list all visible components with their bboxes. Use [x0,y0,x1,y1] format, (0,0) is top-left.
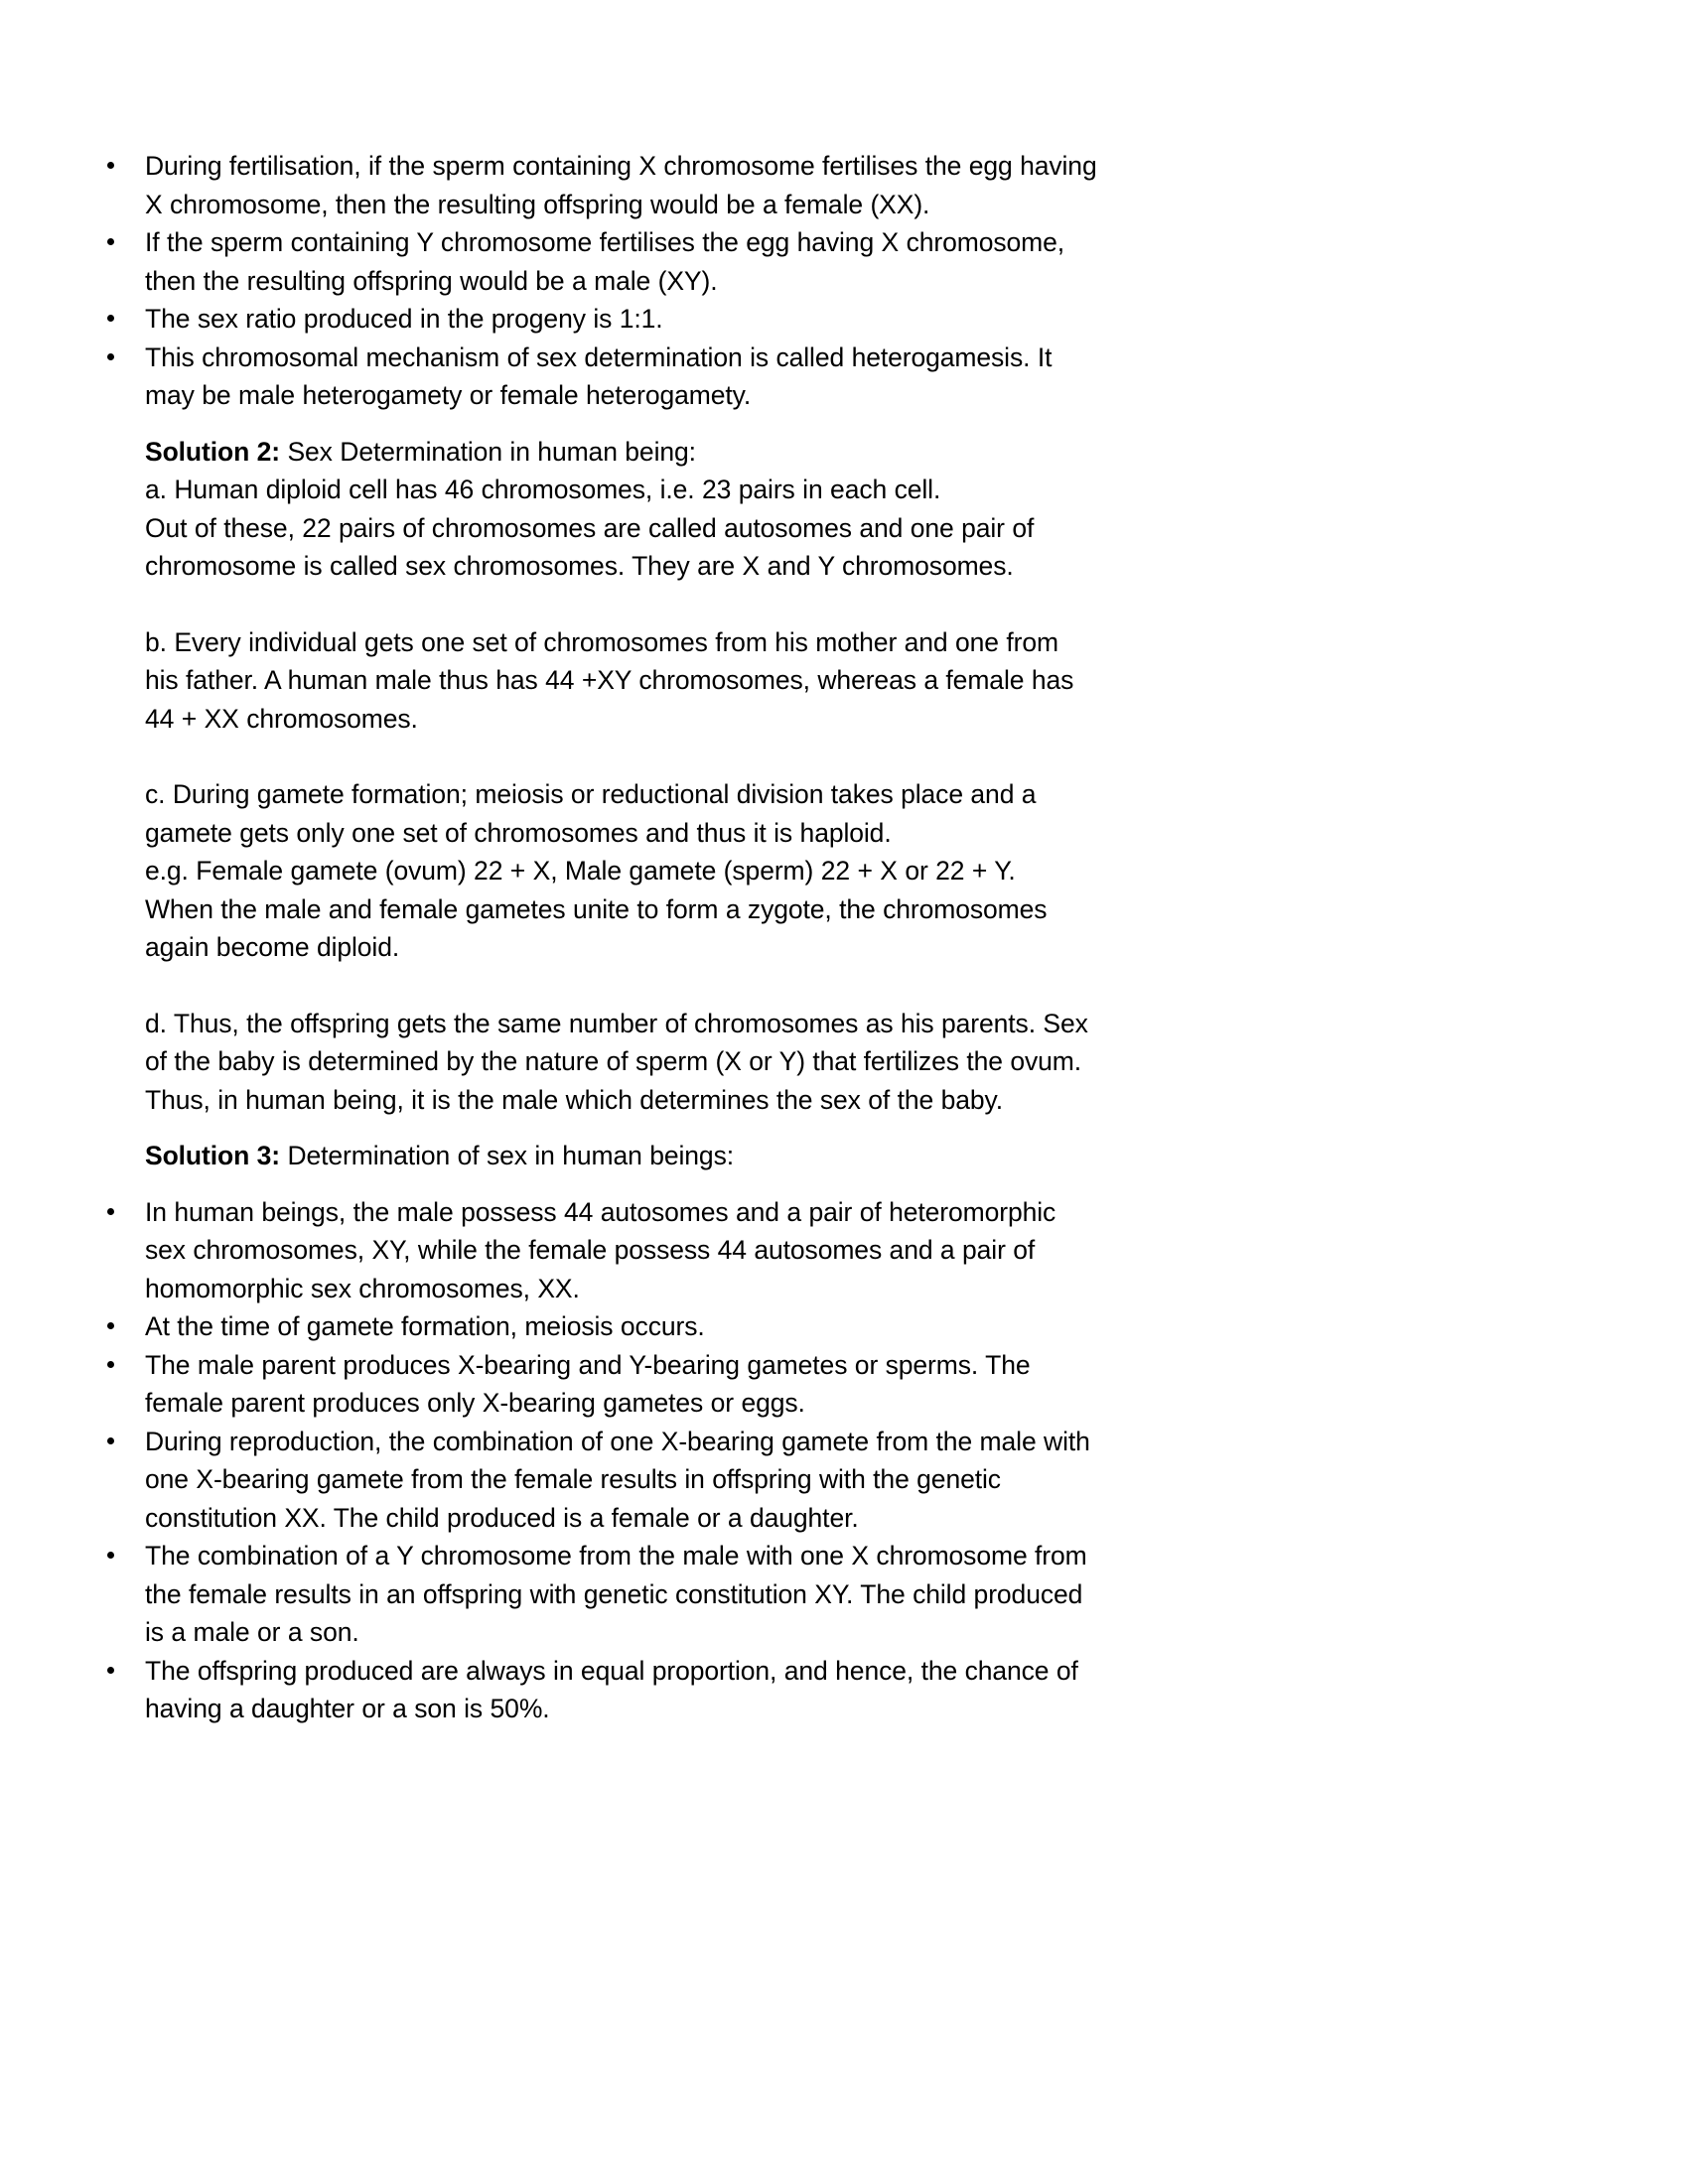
list-item-text: The sex ratio produced in the progeny is 1:1. [145,304,663,334]
solution-2-point-a-line2: Out of these, 22 pairs of chromosomes are called autosomes and one pair of chromosome is called sex chromosomes. They are X and Y chromosomes. [145,512,1035,581]
spacer [95,415,1098,433]
list-item-text: At the time of gamete formation, meiosis occurs. [145,1311,705,1341]
list-item [95,300,1098,339]
solution-3-bullet-list [95,1193,1098,1728]
solution-2-point-c-line1: c. During gamete formation; meiosis or reductional division takes place and a gamete gets only one set of chromosomes and thus it is haploid. [145,779,1037,848]
list-item [95,1346,1098,1423]
list-item [95,1307,1098,1346]
list-item [95,1652,1098,1728]
solution-2-point-c-line2: e.g. Female gamete (ovum) 22 + X, Male gamete (sperm) 22 + X or 22 + Y. [145,856,1016,886]
list-item [95,1193,1098,1308]
list-item-text: This chromosomal mechanism of sex determination is called heterogamesis. It may be male heterogamety or female heterogamety. [145,341,1053,410]
list-item [95,1423,1098,1538]
solution-2-point-a-line1: a. Human diploid cell has 46 chromosomes, i.e. 23 pairs in each cell. [145,475,941,504]
bullet-dot-icon [107,238,114,245]
list-item [95,1537,1098,1652]
list-item [95,223,1098,300]
list-item [95,339,1098,415]
solution-2-label: Solution 2: [145,436,280,467]
bullet-dot-icon [107,162,114,169]
bullet-dot-icon [107,1437,114,1444]
spacer [95,738,1098,775]
list-item-text: In human beings, the male possess 44 autosomes and a pair of heteromorphic sex chromosomes, XY, while the female possess 44 autosomes and a pair of homomorphic sex chromosomes, XX. [145,1196,1056,1303]
spacer [95,1175,1098,1193]
list-item-text: The offspring produced are always in equal proportion, and hence, the chance of having a daughter or a son is 50%. [145,1655,1078,1723]
list-item-text: During fertilisation, if the sperm containing X chromosome fertilises the egg having X chromosome, then the resulting offspring would be a female (XX). [145,151,1097,219]
bullet-dot-icon [107,1667,114,1674]
list-item-text: If the sperm containing Y chromosome fertilises the egg having X chromosome, then the resulting offspring would be a male (XY). [145,227,1065,296]
solution-2-title: Sex Determination in human being: [280,436,696,467]
list-item [95,147,1098,223]
solution-2-heading [95,433,1098,472]
bullet-dot-icon [107,1552,114,1559]
bullet-dot-icon [107,1322,114,1329]
bullet-dot-icon [107,315,114,322]
solution-3-label: Solution 3: [145,1141,280,1170]
list-item-text: The male parent produces X-bearing and Y-bearing gametes or sperms. The female parent produces only X-bearing gametes or eggs. [145,1349,1031,1418]
spacer [95,586,1098,623]
spacer [95,967,1098,1005]
list-item-text: The combination of a Y chromosome from the male with one X chromosome from the female results in an offspring with genetic constitution XY. The child produced is a male or a son. [145,1541,1087,1647]
bullet-dot-icon [107,353,114,360]
solution-3-heading [95,1137,1098,1175]
bullet-dot-icon [107,1208,114,1215]
document-content [95,147,1098,1728]
spacer [95,1119,1098,1137]
top-bullet-list [95,147,1098,415]
bullet-dot-icon [107,1361,114,1368]
solution-2-point-b: b. Every individual gets one set of chromosomes from his mother and one from his father. A human male thus has 44 +XY chromosomes, whereas a female has 44 + XX chromosomes. [145,626,1074,734]
list-item-text: During reproduction, the combination of one X-bearing gamete from the male with one X-bearing gamete from the female results in offspring with the genetic constitution XX. The child produced is a female or a daughter. [145,1426,1090,1533]
solution-2-point-d: d. Thus, the offspring gets the same number of chromosomes as his parents. Sex of the baby is determined by the nature of sperm (X or Y) that fertilizes the ovum. Thus, in human being, it is the male which determines the sex of the baby. [145,1008,1088,1115]
solution-3-title: Determination of sex in human beings: [280,1141,734,1170]
solution-2-point-c-line3: When the male and female gametes unite to form a zygote, the chromosomes again become diploid. [145,893,1048,962]
